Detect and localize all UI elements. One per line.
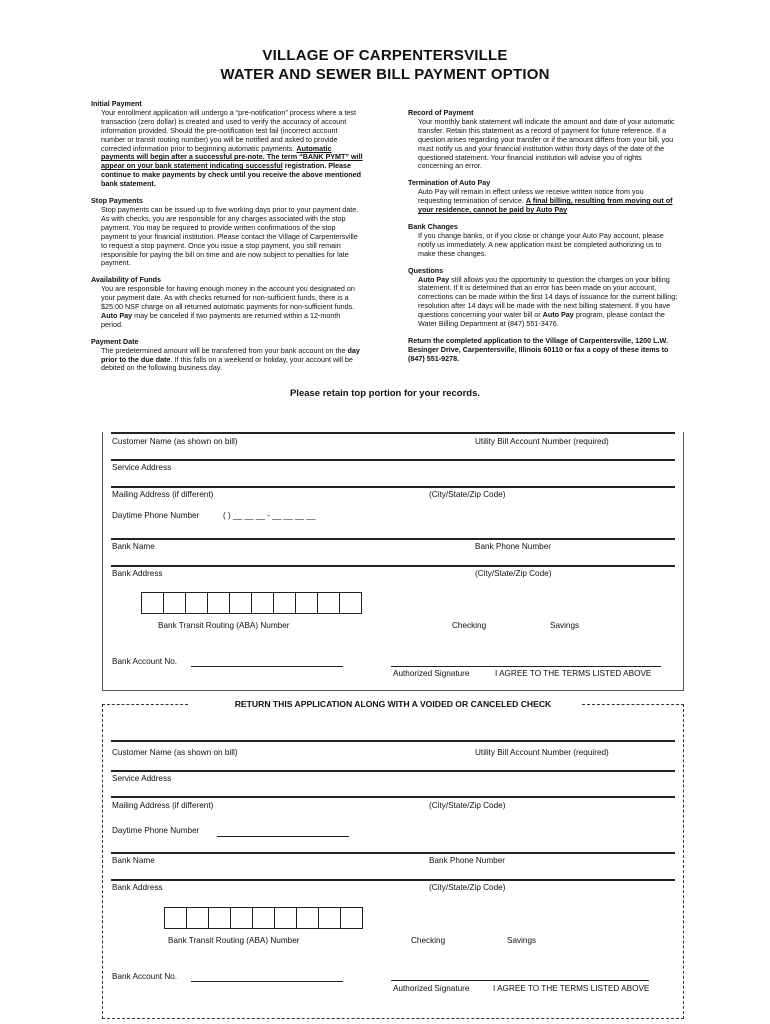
account-no-input[interactable]	[191, 981, 343, 982]
section-text: Stop payments can be issued up to five working days prior to your payment date. As with checks, you are responsible for any charges associated with the stop payment. You may be required to provide written confirmations of the stop payment to your financial institution. Please contact the Village of Carpentersville to request a stop payment. Once you issue a stop payment, you still remain responsible for paying the bill on time and are now subject to penalties for late payment.	[101, 204, 359, 268]
phone-label: Daytime Phone Number	[112, 511, 200, 520]
account-no-label: Bank Account No.	[112, 657, 178, 666]
checking-option[interactable]: Checking	[411, 936, 446, 945]
section-heading: Availability of Funds	[91, 275, 162, 285]
bank-address-label: Bank Address	[112, 883, 163, 892]
rule	[111, 740, 675, 742]
section-text: You are responsible for having enough money in the account you designated on your payment date. As with checks returned for non-sufficient funds, there is a $25.00 NSF charge on all returned automatic payments for non-sufficient funds.	[101, 284, 355, 312]
rule	[111, 565, 675, 567]
section-text: If you change banks, or if you close or change your Auto Pay account, please notify us immediately. A new application must be completed authorizing us to make these changes.	[418, 230, 664, 258]
section-text: . If this falls on a weekend or holiday, your account will be debited on the following business day.	[101, 354, 353, 373]
bank-name-label: Bank Name	[112, 856, 155, 865]
section-text: Auto Pay will remain in effect unless we receive written notice from you requesting termination of service.	[418, 187, 644, 206]
section-heading: Stop Payments	[91, 196, 143, 206]
section-text: still allows you the opportunity to question the charges on your billing statement. If it is determined that an error has been made on your account, corrections can be made within the first 14 days of issuance for the current billing; resolution after 14 days will be made with the next billing statement. If you have questions concerning your water bill or	[418, 274, 678, 320]
routing-number-boxes[interactable]	[142, 592, 362, 614]
city-state-zip-label: (City/State/Zip Code)	[429, 490, 506, 499]
signature-line[interactable]	[391, 980, 649, 981]
section-text: The predetermined amount will be transferred from your bank account on the	[101, 345, 346, 355]
section-stop-payments	[91, 197, 363, 268]
checking-option[interactable]: Checking	[452, 621, 487, 630]
routing-number-boxes[interactable]	[165, 907, 363, 929]
account-no-input[interactable]	[191, 666, 343, 667]
signature-label: Authorized Signature	[393, 669, 470, 678]
routing-label: Bank Transit Routing (ABA) Number	[158, 621, 290, 630]
section-bank-changes	[408, 223, 678, 259]
section-bold-text: registration. Please continue to make payments by check until you receive the above mentioned bank statement.	[101, 161, 362, 189]
bank-phone-label: Bank Phone Number	[475, 542, 552, 551]
section-record	[408, 109, 678, 171]
rule	[111, 852, 675, 854]
right-column	[408, 109, 678, 364]
form-return	[102, 704, 684, 1019]
return-instructions: Return the completed application to the Village of Carpentersville, 1200 L.W. Besinger Drive, Carpentersville, Illinois 60110 or fax a copy of these items to (847) 551-9278.	[408, 335, 669, 363]
signature-label: Authorized Signature	[393, 984, 470, 993]
savings-option[interactable]: Savings	[507, 936, 537, 945]
section-heading: Record of Payment	[408, 108, 474, 117]
auto-pay-bold: Auto Pay	[101, 310, 133, 320]
phone-input[interactable]	[217, 836, 349, 837]
return-banner-text: RETURN THIS APPLICATION ALONG WITH A VOIDED OR CANCELED CHECK	[229, 699, 558, 709]
section-bold-text: day prior to the due date	[101, 345, 360, 364]
agree-label: I AGREE TO THE TERMS LISTED ABOVE	[495, 669, 652, 678]
retain-notice: Please retain top portion for your records.	[289, 388, 481, 399]
service-address-label: Service Address	[112, 463, 172, 472]
section-heading: Payment Date	[91, 336, 139, 346]
phone-label: Daytime Phone Number	[112, 826, 200, 835]
section-availability	[91, 276, 363, 329]
section-text: program, please contact the Water Billing Department at (847) 551-3476.	[418, 310, 665, 329]
bank-address-label: Bank Address	[112, 569, 163, 578]
phone-input[interactable]: ( ) __ __ __ - __ __ __ __	[223, 511, 316, 520]
agree-label: I AGREE TO THE TERMS LISTED ABOVE	[493, 984, 650, 993]
mailing-address-label: Mailing Address (if different)	[112, 490, 214, 499]
account-no-label: Bank Account No.	[112, 972, 178, 981]
section-heading: Termination of Auto Pay	[408, 178, 491, 188]
bank-city-state-zip-label: (City/State/Zip Code)	[429, 883, 506, 892]
section-heading: Initial Payment	[91, 99, 142, 108]
section-underlined-text: Automatic payments will begin after a successful pre-note. The term “BANK PYMT” will appear on your bank statement indicating successful	[101, 143, 363, 171]
rule	[111, 770, 675, 772]
section-termination	[408, 179, 678, 215]
section-questions	[408, 267, 678, 329]
savings-option[interactable]: Savings	[550, 621, 580, 630]
section-text: may be canceled if two payments are returned within a 12-month period.	[101, 310, 341, 329]
auto-pay-bold: Auto Pay	[542, 310, 574, 320]
rule	[111, 879, 675, 881]
section-initial-payment	[91, 100, 363, 189]
customer-name-label: Customer Name (as shown on bill)	[112, 748, 238, 757]
city-state-zip-label: (City/State/Zip Code)	[429, 801, 506, 810]
account-number-label: Utility Bill Account Number (required)	[475, 748, 609, 757]
section-payment-date	[91, 338, 363, 374]
rule	[111, 796, 675, 798]
left-column	[91, 100, 363, 381]
section-text: Your monthly bank statement will indicate the amount and date of your automatic transfer. Retain this statement as a record of payment for future reference. If a question arises regarding your transfer or if the amount differs from your bill, you must notify us and your financial institution within thirty days of the date of the questioned statement. Your financial institution will advise you of rights concerning an error.	[418, 116, 675, 171]
bank-city-state-zip-label: (City/State/Zip Code)	[475, 569, 552, 578]
bank-name-label: Bank Name	[112, 542, 155, 551]
customer-name-label: Customer Name (as shown on bill)	[112, 437, 238, 446]
mailing-address-label: Mailing Address (if different)	[112, 801, 214, 810]
form-retained	[102, 432, 684, 691]
account-number-label: Utility Bill Account Number (required)	[475, 437, 609, 446]
rule	[111, 486, 675, 488]
rule	[111, 459, 675, 461]
page-title: VILLAGE OF CARPENTERSVILLE	[262, 47, 508, 64]
section-heading: Questions	[408, 265, 444, 275]
section-text: Your enrollment application will undergo a “pre-notification” process where a test transaction (zero dollar) is created and used to verify the accuracy of account information provided. Should the pre-notification test fail (incorrect account number or transit routing number) you will be notified and asked to provide corrected information prior to beginning automatic payments.	[101, 107, 357, 153]
auto-pay-bold: Auto Pay	[418, 274, 450, 284]
rule	[111, 538, 675, 540]
bank-phone-label: Bank Phone Number	[429, 856, 506, 865]
signature-line[interactable]	[391, 666, 661, 667]
rule	[111, 432, 675, 434]
section-heading: Bank Changes	[408, 221, 458, 231]
service-address-label: Service Address	[112, 774, 172, 783]
section-underlined-text: A final billing, resulting from moving out of your residence, cannot be paid by Auto Pay	[418, 196, 673, 215]
page-subtitle: WATER AND SEWER BILL PAYMENT OPTION	[220, 66, 550, 83]
routing-label: Bank Transit Routing (ABA) Number	[168, 936, 300, 945]
